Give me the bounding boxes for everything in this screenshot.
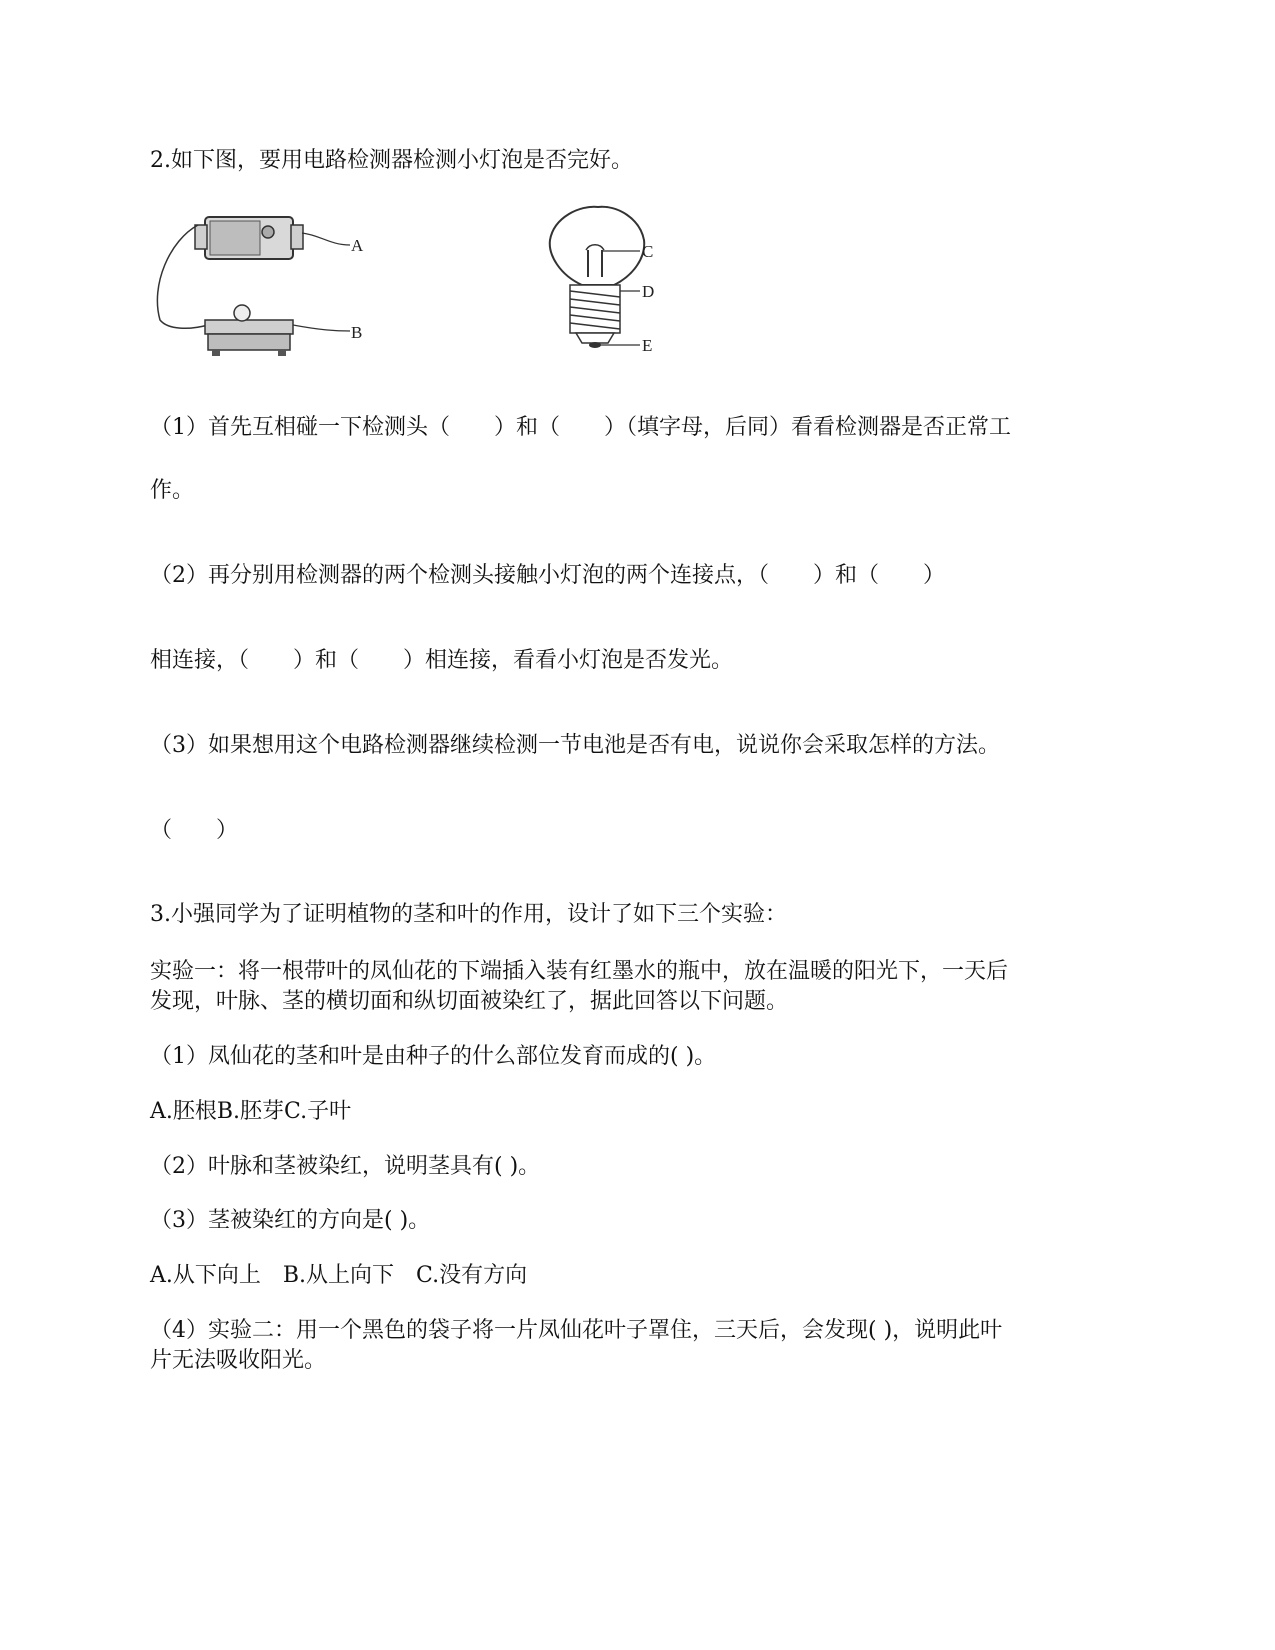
question-3-title: 3.小强同学为了证明植物的茎和叶的作用，设计了如下三个实验： [150,902,787,927]
label-a: A [351,236,364,255]
q3-sub4-line2: 片无法吸收阳光。 [150,1348,327,1373]
label-d: D [642,282,655,301]
q3-sub2: （2）叶脉和茎被染红，说明茎具有( )。 [150,1154,541,1179]
q2-part3-line1: （3）如果想用这个电路检测器继续检测一节电池是否有电，说说你会采取怎样的方法。 [150,733,1000,758]
q3-sub3-options: A.从下向上 B.从上向下 C.没有方向 [150,1263,528,1288]
label-b: B [351,323,363,342]
q2-part2-line2: 相连接，（ ）和（ ）相连接，看看小灯泡是否发光。 [150,648,734,673]
q2-part2-line1: （2）再分别用检测器的两个检测头接触小灯泡的两个连接点，（ ）和（ ） [150,563,945,588]
question-2-title: 2.如下图，要用电路检测器检测小灯泡是否完好。 [150,148,633,173]
q3-sub1-options: A.胚根B.胚芽C.子叶 [150,1099,352,1124]
q2-part3-line2: （ ） [150,818,239,843]
q3-experiment1-line2: 发现，叶脉、茎的横切面和纵切面被染红了，据此回答以下问题。 [150,989,789,1014]
q2-part1-line1: （1）首先互相碰一下检测头（ ）和（ ）（填字母，后同）看看检测器是否正常工 [150,415,1012,440]
q3-sub3: （3）茎被染红的方向是( )。 [150,1208,431,1233]
light-bulb-figure [540,205,680,365]
circuit-tester-figure [150,205,390,375]
q3-sub1: （1）凤仙花的茎和叶是由种子的什么部位发育而成的( )。 [150,1044,717,1069]
q3-experiment1-line1: 实验一：将一根带叶的凤仙花的下端插入装有红墨水的瓶中，放在温暖的阳光下，一天后 [150,959,1009,984]
bulb-socket-icon [205,305,293,356]
light-bulb-icon [550,207,644,348]
label-e: E [642,336,653,355]
label-c: C [642,242,654,261]
battery-holder-icon [195,217,303,259]
q3-sub4-line1: （4）实验二：用一个黑色的袋子将一片凤仙花叶子罩住，三天后，会发现( )，说明此叶 [150,1318,1003,1343]
q2-part1-line2: 作。 [150,478,195,503]
